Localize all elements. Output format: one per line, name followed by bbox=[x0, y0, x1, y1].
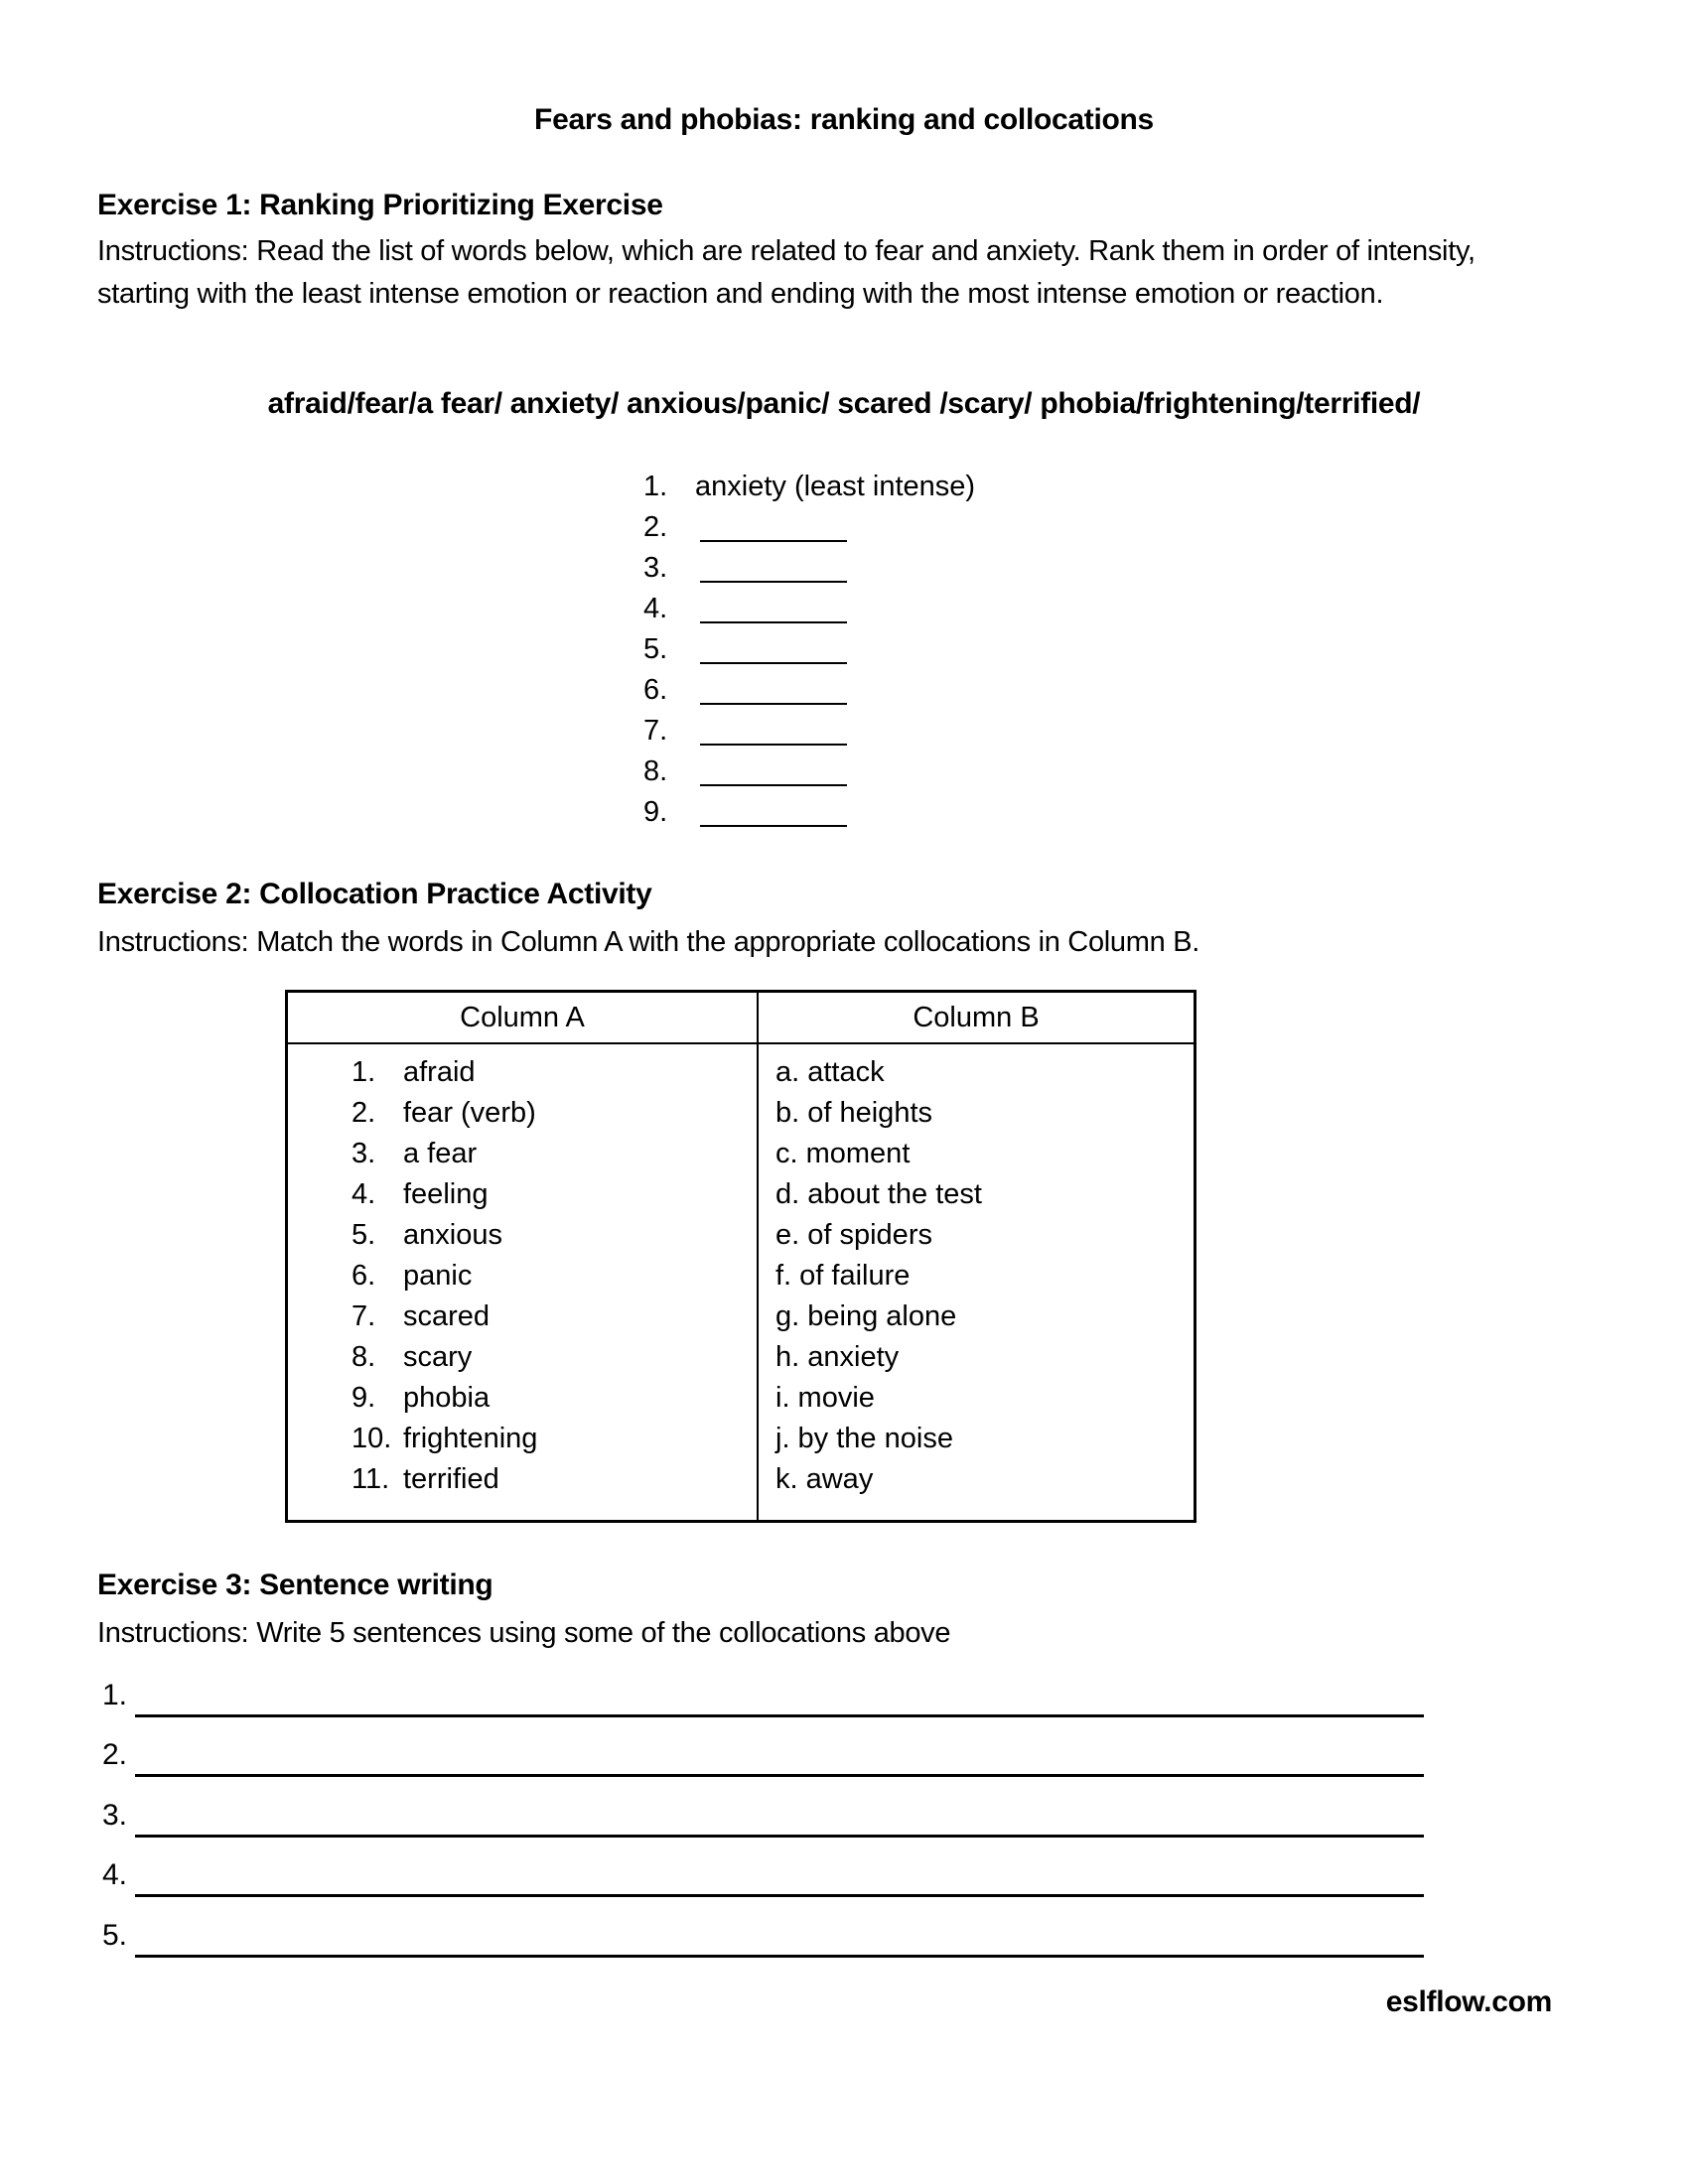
exercise1-instructions: Instructions: Read the list of words below, which are related to fear and anxiety. Rank them in order of intensity, starting with the least intense emotion or reaction and ending with the most intense emotion or reaction. bbox=[97, 235, 1476, 310]
item-number: 4. bbox=[352, 1178, 376, 1210]
sentence-number: 5. bbox=[102, 1918, 128, 1952]
item-number: 1. bbox=[352, 1056, 376, 1088]
ranking-item-number: 6. bbox=[643, 674, 668, 706]
table-body bbox=[288, 1044, 1194, 1520]
column-b-item: a. attack bbox=[775, 1056, 885, 1088]
item-number: 6. bbox=[352, 1260, 376, 1292]
column-b-item: b. of heights bbox=[775, 1097, 932, 1129]
item-word: frightening bbox=[403, 1423, 538, 1454]
column-a-item bbox=[352, 1174, 757, 1215]
item-word: feeling bbox=[403, 1178, 489, 1210]
collocation-table bbox=[285, 990, 1196, 1523]
ranking-item-number: 9. bbox=[643, 796, 668, 828]
ranking-item-number: 2. bbox=[643, 511, 668, 543]
ranking-blank-line bbox=[700, 703, 847, 705]
column-b-item: e. of spiders bbox=[775, 1219, 932, 1251]
ranking-item bbox=[643, 670, 1060, 711]
ranking-item-number: 4. bbox=[643, 593, 668, 624]
sentence-blank-line bbox=[135, 1955, 1424, 1958]
item-word: fear (verb) bbox=[403, 1097, 536, 1129]
column-a-item bbox=[352, 1419, 757, 1459]
sentence-row bbox=[97, 1777, 1424, 1838]
ranking-list bbox=[643, 467, 1060, 833]
column-b-item: c. moment bbox=[775, 1138, 911, 1169]
ranking-blank-line bbox=[700, 744, 847, 746]
column-a-item bbox=[352, 1215, 757, 1256]
page-title: Fears and phobias: ranking and collocations bbox=[534, 103, 1154, 136]
footer-site-name: eslflow.com bbox=[1385, 1985, 1552, 2018]
ranking-item bbox=[643, 629, 1060, 670]
table-header-row bbox=[288, 993, 1194, 1044]
column-b-item: i. movie bbox=[775, 1382, 875, 1414]
ranking-item bbox=[643, 589, 1060, 629]
ranking-item bbox=[643, 467, 1060, 507]
ranking-item bbox=[643, 711, 1060, 751]
exercise2-instructions: Instructions: Match the words in Column A with the appropriate collocations in Column B. bbox=[97, 926, 1199, 958]
ranking-item bbox=[643, 792, 1060, 833]
ranking-item bbox=[643, 507, 1060, 548]
ranking-item-number: 7. bbox=[643, 715, 668, 747]
column-a-cells bbox=[288, 1044, 759, 1520]
column-a-item bbox=[352, 1093, 757, 1134]
ranking-item-number: 8. bbox=[643, 755, 668, 787]
item-word: a fear bbox=[403, 1138, 478, 1169]
ranking-item bbox=[643, 751, 1060, 792]
sentence-number: 3. bbox=[102, 1798, 128, 1832]
exercise3-heading: Exercise 3: Sentence writing bbox=[97, 1569, 493, 1601]
item-word: phobia bbox=[403, 1382, 491, 1414]
item-number: 3. bbox=[352, 1138, 376, 1169]
column-a-item bbox=[352, 1337, 757, 1378]
ranking-item-number: 5. bbox=[643, 633, 668, 665]
column-b-item: j. by the noise bbox=[775, 1423, 953, 1454]
ranking-blank-line bbox=[700, 621, 847, 623]
column-a-item bbox=[352, 1378, 757, 1419]
exercise2-heading: Exercise 2: Collocation Practice Activity bbox=[97, 878, 652, 910]
column-b-item: f. of failure bbox=[775, 1260, 911, 1292]
exercise3-instructions: Instructions: Write 5 sentences using some of the collocations above bbox=[97, 1617, 951, 1649]
item-word: terrified bbox=[403, 1463, 499, 1495]
ranking-item bbox=[643, 548, 1060, 589]
column-b-item: g. being alone bbox=[775, 1300, 957, 1332]
column-a-item bbox=[352, 1459, 757, 1500]
column-b-item: d. about the test bbox=[775, 1178, 982, 1210]
item-word: anxious bbox=[403, 1219, 502, 1251]
ranking-blank-line bbox=[700, 662, 847, 664]
column-a-item bbox=[352, 1052, 757, 1093]
item-number: 5. bbox=[352, 1219, 376, 1251]
sentence-row bbox=[97, 1717, 1424, 1778]
sentence-row bbox=[97, 1657, 1424, 1717]
column-a-item bbox=[352, 1134, 757, 1174]
column-b-item: k. away bbox=[775, 1463, 874, 1495]
item-word: scared bbox=[403, 1300, 491, 1332]
sentence-number: 1. bbox=[102, 1678, 128, 1711]
column-b-item: h. anxiety bbox=[775, 1341, 900, 1373]
ranking-blank-line bbox=[700, 825, 847, 827]
item-number: 11. bbox=[352, 1463, 390, 1495]
sentence-number: 2. bbox=[102, 1738, 128, 1772]
item-word: afraid bbox=[403, 1056, 476, 1088]
ranking-item-number: 1. bbox=[643, 471, 668, 502]
word-bank: afraid/fear/a fear/ anxiety/ anxious/panic/ scared /scary/ phobia/frightening/terrified/ bbox=[267, 387, 1421, 420]
ranking-item-number: 3. bbox=[643, 552, 668, 584]
column-a-item bbox=[352, 1297, 757, 1337]
item-word: panic bbox=[403, 1260, 473, 1292]
ranking-item-text: anxiety (least intense) bbox=[695, 471, 976, 502]
column-b-cells bbox=[759, 1044, 1194, 1520]
sentence-row bbox=[97, 1838, 1424, 1898]
item-number: 2. bbox=[352, 1097, 376, 1129]
column-a-header: Column A bbox=[288, 993, 759, 1042]
item-number: 10. bbox=[352, 1423, 392, 1454]
sentence-number: 4. bbox=[102, 1858, 128, 1892]
ranking-blank-line bbox=[700, 581, 847, 583]
item-number: 8. bbox=[352, 1341, 376, 1373]
item-word: scary bbox=[403, 1341, 473, 1373]
sentence-writing-list bbox=[97, 1657, 1424, 1958]
ranking-blank-line bbox=[700, 784, 847, 786]
item-number: 7. bbox=[352, 1300, 376, 1332]
item-number: 9. bbox=[352, 1382, 376, 1414]
exercise1-heading: Exercise 1: Ranking Prioritizing Exercise bbox=[97, 189, 663, 221]
sentence-row bbox=[97, 1897, 1424, 1958]
column-b-header: Column B bbox=[913, 1002, 1040, 1033]
column-a-item bbox=[352, 1256, 757, 1297]
ranking-blank-line bbox=[700, 540, 847, 542]
